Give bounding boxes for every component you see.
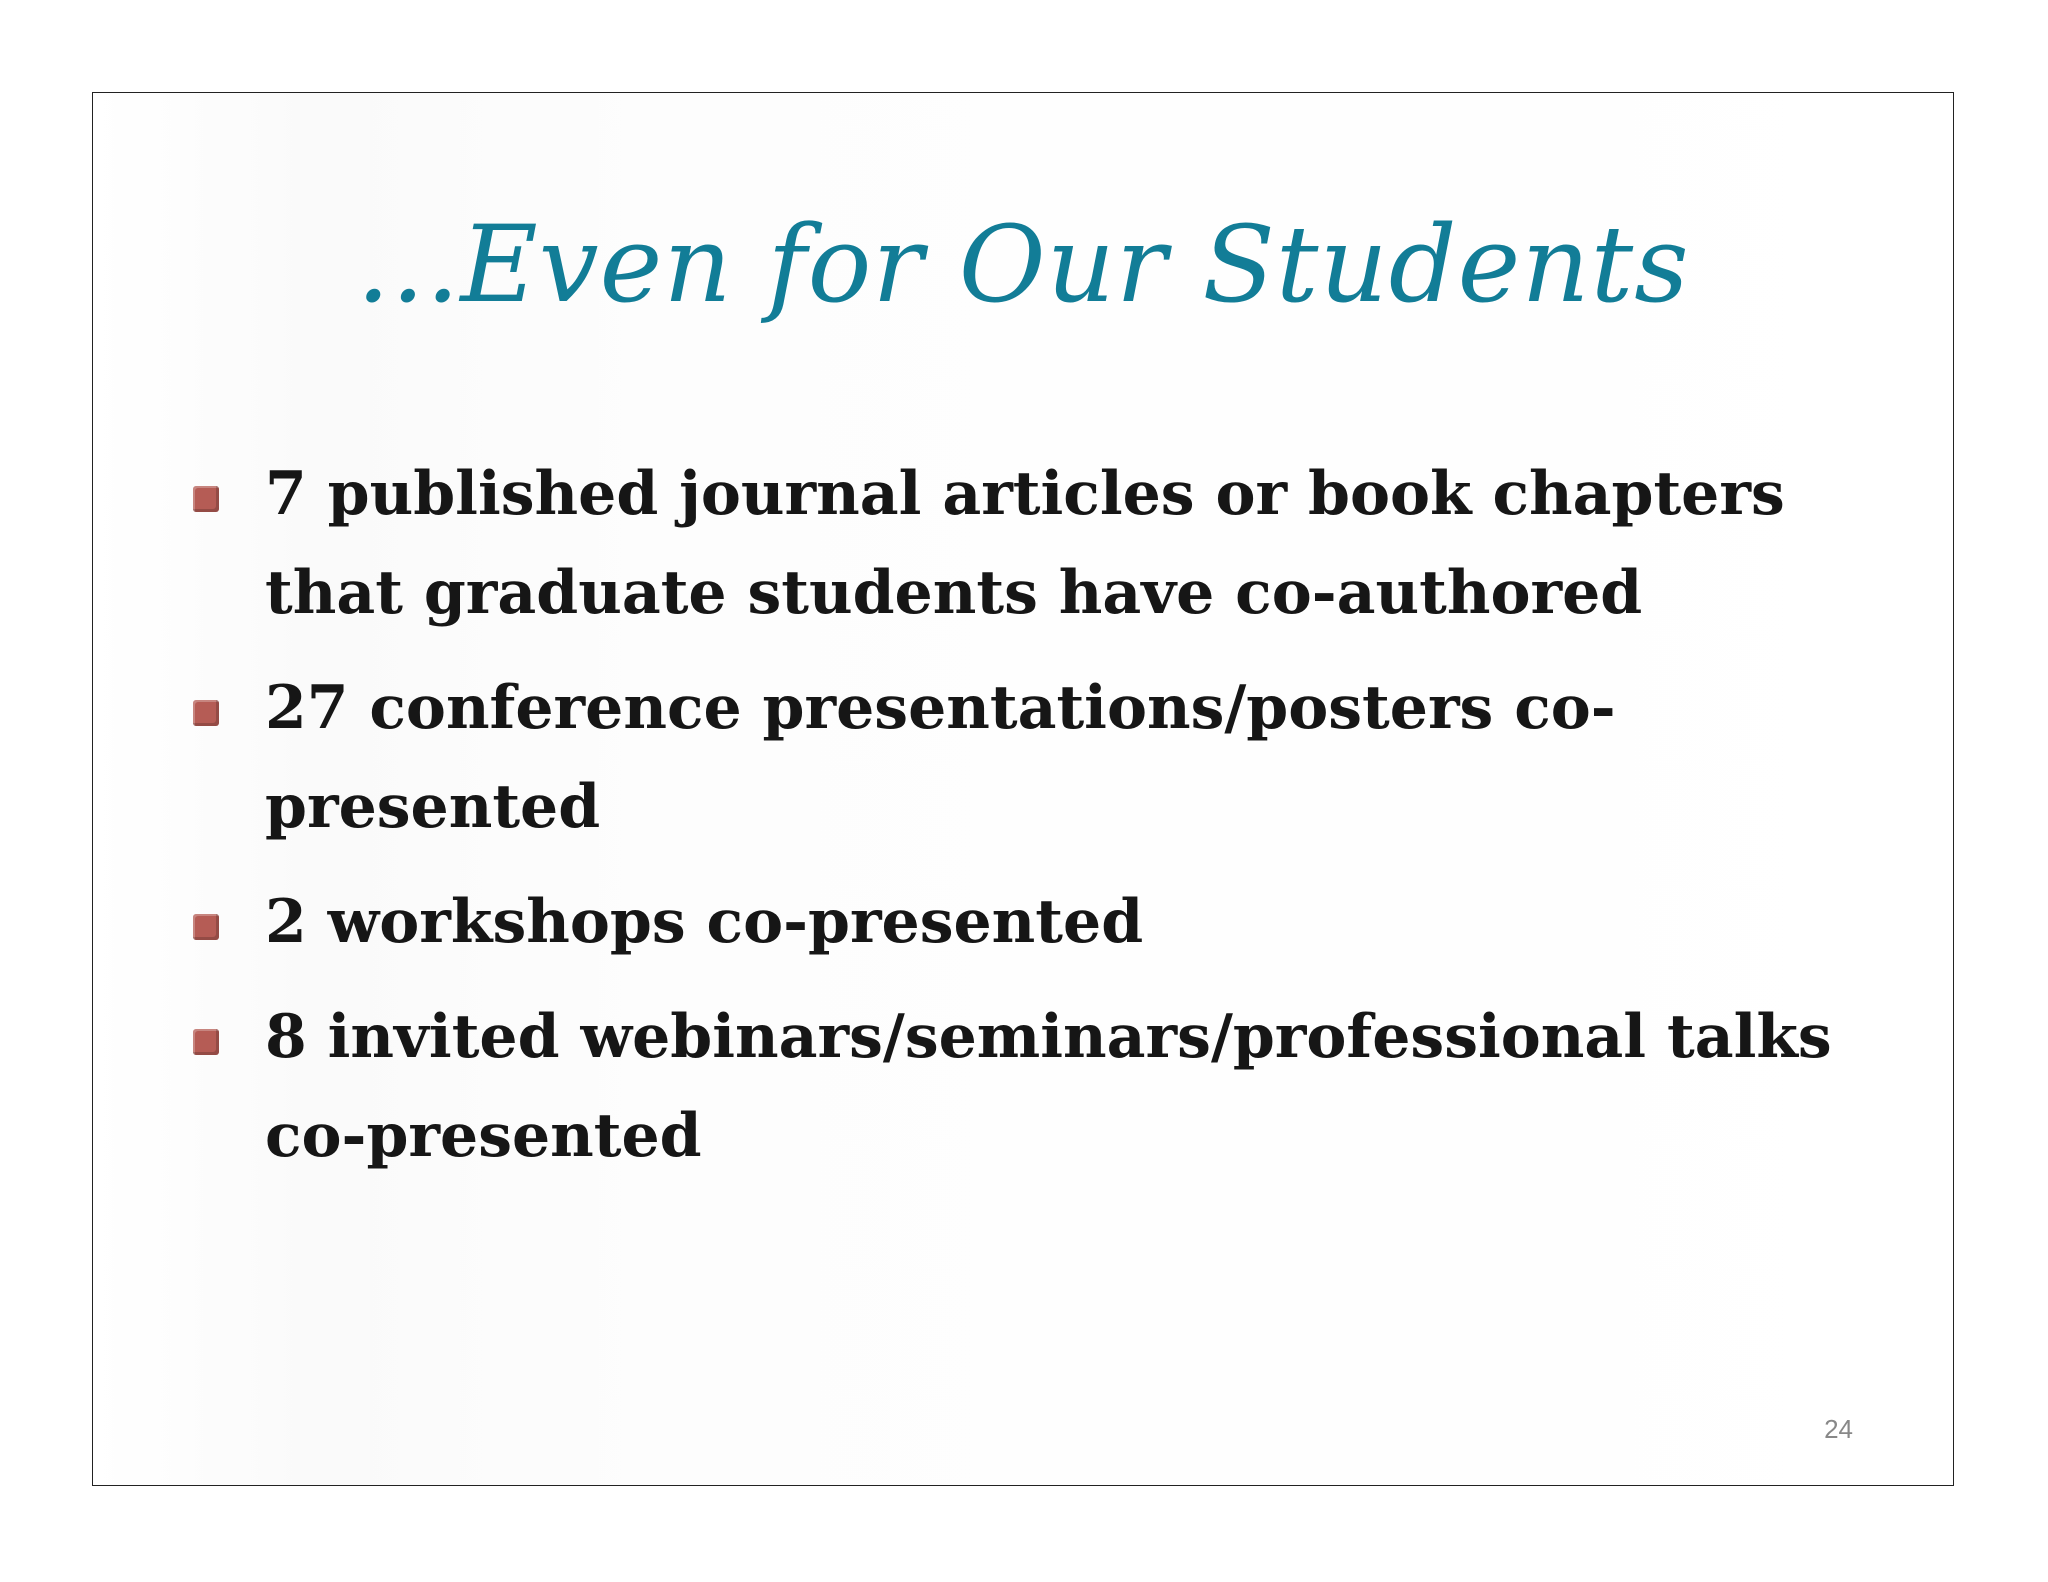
bullet-text: 2 workshops co-presented <box>265 887 1144 957</box>
page-number: 24 <box>1824 1414 1853 1444</box>
bullet-item <box>193 445 1913 643</box>
bullet-item <box>193 988 1913 1186</box>
square-bullet-icon <box>193 1029 219 1055</box>
bullet-text: 27 conference presentations/posters co-presented <box>265 673 1616 842</box>
square-bullet-icon <box>193 486 219 512</box>
bullet-item <box>193 873 1913 972</box>
slide <box>92 92 1954 1486</box>
bullet-text: 7 published journal articles or book chapters that graduate students have co-authored <box>265 459 1785 628</box>
bullet-list <box>193 445 1913 1202</box>
bullet-item <box>193 659 1913 857</box>
square-bullet-icon <box>193 700 219 726</box>
slide-title: ...Even for Our Students <box>356 203 1690 326</box>
bullet-text: 8 invited webinars/seminars/professional talks co-presented <box>265 1002 1832 1171</box>
square-bullet-icon <box>193 914 219 940</box>
